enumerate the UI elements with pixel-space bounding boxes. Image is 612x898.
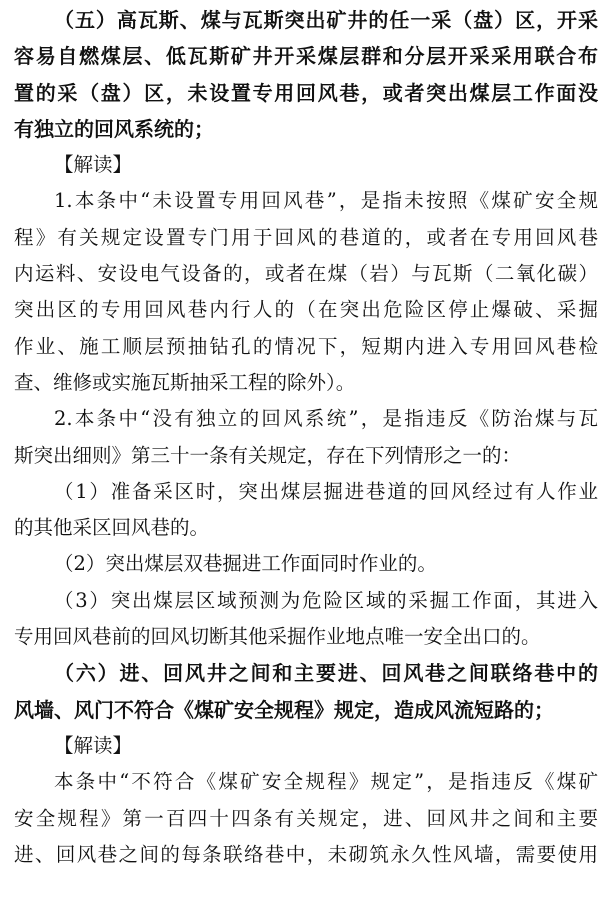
paragraph-1-line-4: 突出区的专用回风巷内行人的（在突出危险区停止爆破、采掘 [14,298,598,322]
item-2-line-1: （2）突出煤层双巷掘进工作面同时作业的。 [54,552,437,576]
item-3-line-2: 专用回风巷前的回风切断其他采掘作业地点唯一安全出口的。 [14,625,541,649]
paragraph-3-line-1: 本条中“不符合《煤矿安全规程》规定”，是指违反《煤矿 [54,770,598,794]
clause-5-heading-line-2: 容易自燃煤层、低瓦斯矿井开采煤层群和分层开采采用联合布 [14,44,598,69]
clause-6-heading-line-2: 风墙、风门不符合《煤矿安全规程》规定，造成风流短路的； [14,697,554,722]
item-1-line-2: 的其他采区回风巷的。 [14,516,210,540]
paragraph-1-line-5: 作业、施工顺层预抽钻孔的情况下，短期内进入专用回风巷检 [14,334,598,358]
paragraph-3-line-2: 安全规程》第一百四十四条有关规定，进、回风井之间和主要 [14,806,598,830]
interpretation-heading-2: 【解读】 [54,733,133,757]
clause-5-heading-line-1: （五）高瓦斯、煤与瓦斯突出矿井的任一采（盘）区，开采 [54,8,598,32]
paragraph-1-line-3: 内运料、安设电气设备的，或者在煤（岩）与瓦斯（二氧化碳） [14,262,598,286]
clause-5-heading-line-4: 有独立的回风系统的； [14,116,214,141]
paragraph-3-line-3: 进、回风巷之间的每条联络巷中，未砌筑永久性风墙，需要使用 [14,842,598,866]
interpretation-heading: 【解读】 [54,153,133,177]
paragraph-2-line-1: 2.本条中“没有独立的回风系统”，是指违反《防治煤与瓦 [54,407,598,431]
clause-5-heading-line-3: 置的采（盘）区，未设置专用回风巷，或者突出煤层工作面没 [14,80,598,105]
item-1-line-1: （1）准备采区时，突出煤层掘进巷道的回风经过有人作业 [54,479,598,503]
paragraph-2-line-2: 斯突出细则》第三十一条有关规定，存在下列情形之一的： [14,443,522,467]
paragraph-1-line-1: 1.本条中“未设置专用回风巷”，是指未按照《煤矿安全规 [54,189,598,213]
item-3-line-1: （3）突出煤层区域预测为危险区域的采掘工作面，其进入 [54,588,598,612]
clause-6-heading-line-1: （六）进、回风井之间和主要进、回风巷之间联络巷中的 [54,661,598,686]
paragraph-1-line-2: 程》有关规定设置专门用于回风的巷道的，或者在专用回风巷 [14,225,598,249]
paragraph-1-line-6: 查、维修或实施瓦斯抽采工程的除外）。 [14,370,356,394]
